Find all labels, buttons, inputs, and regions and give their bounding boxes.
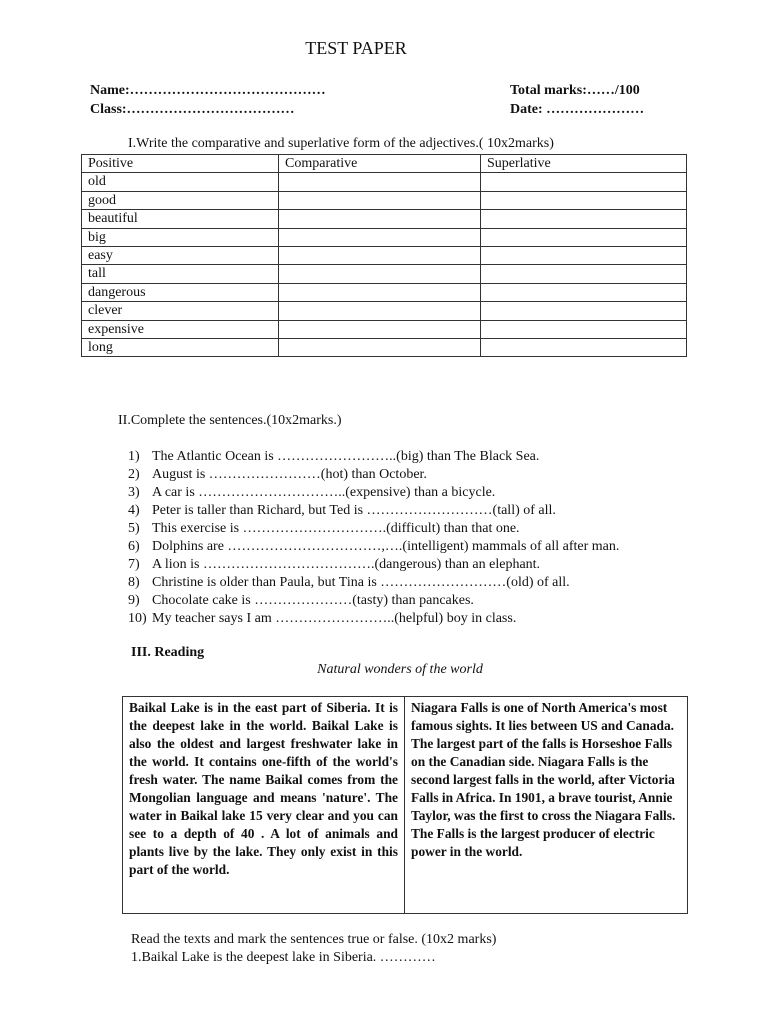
positive-cell: beautiful — [82, 210, 279, 228]
reading-subtitle: Natural wonders of the world — [317, 662, 483, 677]
sentence-number: 3) — [128, 485, 140, 500]
sentence-item — [128, 556, 619, 574]
sentence-number: 1) — [128, 449, 140, 464]
sentence-item — [128, 520, 619, 538]
comparative-answer-cell[interactable] — [279, 283, 481, 301]
superlative-answer-cell[interactable] — [481, 265, 687, 283]
positive-cell: old — [82, 173, 279, 191]
superlative-answer-cell[interactable] — [481, 320, 687, 338]
positive-cell: clever — [82, 302, 279, 320]
total-marks-label: Total marks:……/100 — [510, 83, 640, 98]
column-header: Comparative — [279, 155, 481, 173]
positive-cell: good — [82, 191, 279, 209]
class-field-label: Class:……………………………… — [90, 102, 295, 117]
sentence-text: This exercise is ………………………….(difficult) than that one. — [152, 521, 520, 536]
comparative-answer-cell[interactable] — [279, 173, 481, 191]
comparative-answer-cell[interactable] — [279, 191, 481, 209]
reading-texts-table — [122, 696, 688, 914]
true-false-instruction: Read the texts and mark the sentences true or false. (10x2 marks) — [131, 932, 497, 947]
table-header-row — [82, 155, 687, 173]
comparative-answer-cell[interactable] — [279, 320, 481, 338]
sentence-item — [128, 502, 619, 520]
column-header: Superlative — [481, 155, 687, 173]
sentence-number: 10) — [128, 611, 147, 626]
baikal-text: Baikal Lake is in the east part of Siberia. It is the deepest lake in the world. Baikal Lake is also the oldest and largest freshwater lake in the world. It contains one-fifth of the world's fresh water. The name Baikal comes from the Mongolian language and means 'nature'. The water in Baikal lake 15 very clear and you can see to a depth of 40 . A lot of animals and plants live by the lake. They only exist in this part of the world. — [123, 697, 405, 913]
table-row — [82, 338, 687, 356]
adjective-table — [81, 154, 687, 357]
sentence-text: August is ……………………(hot) than October. — [152, 467, 427, 482]
sentence-number: 6) — [128, 539, 140, 554]
positive-cell: easy — [82, 246, 279, 264]
sentence-text: My teacher says I am ……………………..(helpful) boy in class. — [152, 611, 517, 626]
superlative-answer-cell[interactable] — [481, 210, 687, 228]
column-header: Positive — [82, 155, 279, 173]
superlative-answer-cell[interactable] — [481, 302, 687, 320]
sentence-item — [128, 592, 619, 610]
comparative-answer-cell[interactable] — [279, 246, 481, 264]
comparative-answer-cell[interactable] — [279, 228, 481, 246]
positive-cell: expensive — [82, 320, 279, 338]
superlative-answer-cell[interactable] — [481, 228, 687, 246]
table-row — [82, 191, 687, 209]
sentence-list — [128, 448, 619, 628]
sentence-item — [128, 574, 619, 592]
positive-cell: tall — [82, 265, 279, 283]
name-field-label: Name:…………………………………… — [90, 83, 326, 98]
table-row — [82, 320, 687, 338]
sentence-text: Peter is taller than Richard, but Ted is ………………………(tall) of all. — [152, 503, 556, 518]
question-1: 1.Baikal Lake is the deepest lake in Siberia. ………… — [131, 950, 436, 965]
sentence-item — [128, 538, 619, 556]
sentence-item — [128, 448, 619, 466]
sentence-text: Chocolate cake is …………………(tasty) than pancakes. — [152, 593, 474, 608]
table-row — [82, 210, 687, 228]
comparative-answer-cell[interactable] — [279, 210, 481, 228]
superlative-answer-cell[interactable] — [481, 173, 687, 191]
sentence-number: 2) — [128, 467, 140, 482]
sentence-item — [128, 610, 619, 628]
section2-heading: II.Complete the sentences.(10x2marks.) — [118, 413, 342, 428]
table-row — [82, 283, 687, 301]
sentence-item — [128, 484, 619, 502]
positive-cell: dangerous — [82, 283, 279, 301]
sentence-text: Christine is older than Paula, but Tina is ………………………(old) of all. — [152, 575, 570, 590]
table-row — [82, 302, 687, 320]
table-row — [82, 173, 687, 191]
sentence-text: The Atlantic Ocean is ……………………..(big) than The Black Sea. — [152, 449, 540, 464]
table-row — [82, 265, 687, 283]
reading-heading: III. Reading — [131, 645, 205, 660]
sentence-text: Dolphins are ……………………………,….(intelligent) mammals of all after man. — [152, 539, 620, 554]
niagara-text: Niagara Falls is one of North America's most famous sights. It lies between US and Canada. The largest part of the falls is Horseshoe Falls on the Canadian side. Niagara Falls is the second largest falls in the world, after Victoria Falls in Africa. In 1901, a brave tourist, Annie Taylor, was the first to cross the Niagara Falls. The Falls is the largest producer of electric power in the world. — [411, 700, 676, 859]
page-title: TEST PAPER — [305, 38, 407, 58]
sentence-text: A lion is ……………………………….(dangerous) than an elephant. — [152, 557, 541, 572]
superlative-answer-cell[interactable] — [481, 246, 687, 264]
positive-cell: long — [82, 338, 279, 356]
superlative-answer-cell[interactable] — [481, 283, 687, 301]
sentence-number: 7) — [128, 557, 140, 572]
comparative-answer-cell[interactable] — [279, 338, 481, 356]
sentence-item — [128, 466, 619, 484]
sentence-number: 5) — [128, 521, 140, 536]
superlative-answer-cell[interactable] — [481, 191, 687, 209]
section1-heading: I.Write the comparative and superlative form of the adjectives.( 10x2marks) — [128, 136, 554, 151]
superlative-answer-cell[interactable] — [481, 338, 687, 356]
positive-cell: big — [82, 228, 279, 246]
sentence-number: 4) — [128, 503, 140, 518]
date-field-label: Date: ………………… — [510, 102, 645, 117]
sentence-number: 8) — [128, 575, 140, 590]
sentence-number: 9) — [128, 593, 140, 608]
table-row — [82, 246, 687, 264]
sentence-text: A car is …………………………..(expensive) than a bicycle. — [152, 485, 496, 500]
comparative-answer-cell[interactable] — [279, 265, 481, 283]
table-row — [82, 228, 687, 246]
comparative-answer-cell[interactable] — [279, 302, 481, 320]
